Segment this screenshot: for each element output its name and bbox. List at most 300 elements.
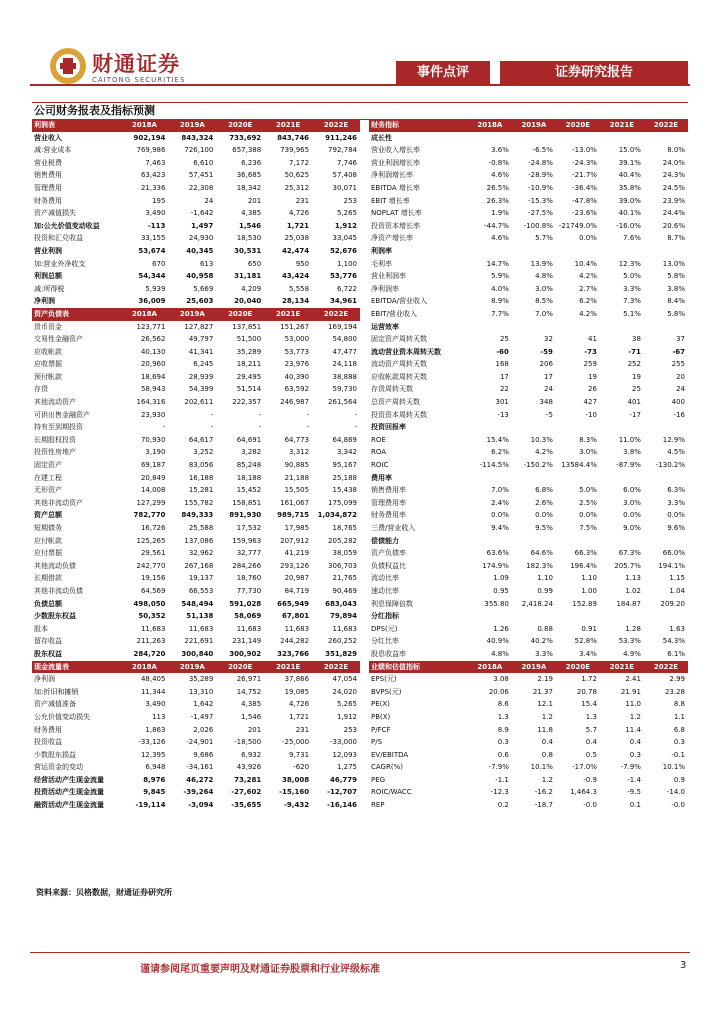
row-label: EBIT/营业收入 — [371, 309, 417, 318]
cell-value: 164,316 — [136, 398, 166, 407]
cell-value: 54,344 — [138, 272, 166, 281]
cell-value: -1.1 — [495, 775, 509, 784]
row-label: ROIC/WACC — [371, 788, 412, 797]
cell-value: 11,683 — [140, 624, 166, 633]
cell-value: 3,190 — [145, 448, 166, 457]
cell-value: 37,866 — [284, 675, 310, 684]
cell-value: 4.2% — [579, 272, 597, 281]
cell-value: 46,779 — [329, 775, 357, 784]
cell-value: 2.19 — [537, 675, 553, 684]
cell-value — [644, 535, 688, 548]
row-label: 净利润 — [34, 675, 55, 684]
cell-value: 1,464.3 — [570, 788, 597, 797]
table-row — [32, 535, 360, 548]
cell-value: -27,602 — [231, 788, 262, 797]
cell-value: 127,299 — [136, 498, 166, 507]
cell-value: -10.9% — [528, 183, 553, 192]
cell-value: 15,438 — [332, 486, 357, 495]
table-row — [32, 585, 360, 598]
cell-value: 3,282 — [241, 448, 262, 457]
cell-value: 52.8% — [574, 637, 597, 646]
cell-value: 3,252 — [193, 448, 214, 457]
cell-value: 0.6 — [497, 750, 509, 759]
cell-value — [556, 421, 600, 434]
row-label: 加:公允价值变动收益 — [34, 221, 100, 230]
table-row — [32, 673, 360, 686]
cell-value: 29,561 — [140, 549, 166, 558]
cell-value: 10.4% — [574, 259, 597, 268]
row-label: 速动比率 — [371, 586, 399, 595]
row-label: DPS(元) — [371, 624, 398, 633]
cell-value: -67 — [672, 347, 685, 356]
row-label: 股本 — [34, 624, 48, 633]
table-row — [369, 509, 688, 522]
cell-value: 15.4 — [581, 700, 597, 709]
footer-disclaimer[interactable]: 谨请参阅尾页重要声明及财通证券股票和行业评级标准 — [140, 964, 380, 975]
table-row — [32, 157, 360, 170]
cell-value: 40,390 — [284, 372, 310, 381]
cell-value: 231,149 — [232, 637, 262, 646]
cell-value: 5.0% — [579, 486, 597, 495]
table-row — [369, 711, 688, 724]
cell-value: -13.0% — [572, 146, 597, 155]
row-label: 融资活动产生现金流量 — [34, 801, 104, 810]
cell-value: 739,965 — [280, 146, 310, 155]
cell-value: 24 — [204, 196, 214, 205]
cell-value: -12,707 — [327, 788, 357, 797]
cell-value: 1,100 — [336, 259, 357, 268]
cell-value: 231 — [295, 196, 310, 205]
cell-value: 35,289 — [188, 675, 214, 684]
cell-value: 32 — [543, 335, 553, 344]
table-row — [32, 421, 360, 434]
cell-value: 1,275 — [336, 763, 357, 772]
cell-value: 21,765 — [332, 574, 357, 583]
cell-value: 155,782 — [184, 498, 214, 507]
cell-value: 7.6% — [623, 234, 641, 243]
cell-value: 0.8 — [541, 750, 553, 759]
cell-value: 14.7% — [486, 259, 509, 268]
cell-value: 1.28 — [625, 624, 641, 633]
cell-value: 769,986 — [136, 146, 166, 155]
cell-value: 38,888 — [332, 372, 357, 381]
cell-value: -21749.0% — [558, 221, 597, 230]
cell-value: 196.4% — [570, 561, 597, 570]
table-row — [369, 346, 688, 359]
table-row — [32, 321, 360, 334]
cell-value: 323,766 — [277, 649, 310, 658]
cell-value: 51,138 — [186, 612, 214, 621]
row-label: 股息收益率 — [371, 649, 406, 658]
cell-value: 252 — [627, 360, 641, 369]
cell-value: 182.3% — [526, 561, 553, 570]
cell-value — [644, 610, 688, 623]
row-label: 分红比率 — [371, 637, 399, 646]
cell-value: 169,194 — [328, 322, 357, 331]
cell-value: 4.8% — [535, 272, 553, 281]
cell-value: 4.8% — [491, 649, 509, 658]
table-row — [32, 245, 360, 258]
cell-value: 50,625 — [284, 171, 310, 180]
cell-value: 12,093 — [332, 750, 357, 759]
cell-value: 11,683 — [188, 624, 214, 633]
row-label: 销售费用率 — [371, 486, 406, 495]
cell-value: 211,263 — [136, 637, 166, 646]
cell-value: 17,985 — [284, 524, 310, 532]
cell-value: 8.4% — [667, 297, 685, 306]
table-row — [369, 258, 688, 271]
cell-value: 11.0% — [618, 435, 641, 444]
row-label: 营业利润 — [34, 246, 62, 255]
cell-value: 8.7% — [667, 234, 685, 243]
cell-value: -0.8% — [488, 158, 509, 167]
table-row — [32, 358, 360, 371]
cell-value: 0.95 — [493, 586, 509, 595]
cell-value: 2.7% — [579, 284, 597, 293]
cell-value: -15,160 — [279, 788, 310, 797]
table-row — [32, 774, 360, 787]
cell-value: 15,281 — [188, 486, 214, 495]
cell-value: 670 — [152, 259, 166, 268]
brand-name-en: CAITONG SECURITIES — [92, 76, 186, 84]
cell-value: 20.06 — [488, 687, 509, 696]
cell-value: 4,385 — [241, 700, 262, 709]
cell-value: 22 — [499, 385, 509, 394]
cell-value: 6.2% — [491, 448, 509, 457]
cell-value — [512, 535, 556, 548]
cell-value: 1.1 — [673, 712, 685, 721]
cell-value: 1,721 — [286, 221, 310, 230]
cell-value: 843,746 — [277, 133, 310, 142]
cell-value: 14,752 — [236, 687, 262, 696]
row-label: 净利润 — [34, 297, 55, 306]
cell-value: - — [354, 410, 357, 419]
cell-value: 202,611 — [184, 398, 214, 407]
cell-value: -39,264 — [183, 788, 214, 797]
cell-value: 125,265 — [136, 536, 166, 545]
cell-value: -9.5 — [627, 788, 641, 797]
cell-value: 1,546 — [239, 221, 262, 230]
cell-value: 5.9% — [491, 272, 509, 281]
table-row — [32, 598, 360, 611]
cell-value: 40.1% — [618, 209, 641, 218]
cell-value: 10.1% — [530, 763, 553, 772]
report-category-tag: 证券研究报告 — [500, 61, 688, 84]
cell-value: 989,715 — [277, 511, 310, 520]
row-label: NOPLAT 增长率 — [371, 209, 422, 218]
cell-value: -0.9 — [583, 775, 597, 784]
cell-value: 6.2% — [579, 297, 597, 306]
column-header: 2021E — [600, 119, 644, 132]
cell-value: 1.9% — [491, 209, 509, 218]
cell-value: 267,168 — [184, 561, 214, 570]
cell-value: -24.8% — [528, 158, 553, 167]
cell-value: 32,962 — [188, 549, 214, 558]
cell-value: 13.0% — [662, 259, 685, 268]
cell-value: 5.7% — [535, 234, 553, 243]
cell-value: 284,720 — [133, 649, 166, 658]
cell-value: 6,245 — [193, 360, 214, 369]
cell-value — [468, 535, 512, 548]
cell-value: 46,272 — [186, 775, 214, 784]
table-row — [369, 598, 688, 611]
table-row — [32, 258, 360, 271]
table-row — [32, 371, 360, 384]
cell-value — [556, 132, 600, 145]
row-label: 应收帐款周转天数 — [371, 372, 427, 381]
cell-value: 20.6% — [662, 221, 685, 230]
table-header-row — [32, 308, 360, 321]
cell-value: 0.5 — [585, 750, 597, 759]
cell-value: 5,265 — [336, 209, 357, 218]
cell-value: 911,246 — [325, 133, 357, 142]
cell-value: 24 — [676, 385, 685, 394]
cell-value: 1,546 — [241, 712, 262, 721]
column-header: 2021E — [264, 661, 312, 674]
cell-value: 3.8% — [623, 448, 641, 457]
cell-value: 35,289 — [236, 347, 262, 356]
cell-value: 28,939 — [188, 372, 214, 381]
table-row — [32, 472, 360, 485]
cell-value — [600, 610, 644, 623]
cell-value: 11,344 — [140, 687, 166, 696]
cell-value: 77,730 — [236, 586, 262, 595]
cell-value: 8.9 — [497, 725, 509, 734]
cell-value — [644, 132, 688, 145]
table-row — [369, 585, 688, 598]
table-row — [32, 799, 360, 812]
cell-value: 11.8 — [537, 725, 553, 734]
cell-value: 0.0% — [579, 234, 597, 243]
cell-value: 427 — [583, 398, 597, 407]
cell-value: 42,474 — [282, 246, 310, 255]
row-label: 营业利润增长率 — [371, 158, 420, 167]
cell-value: 84,719 — [284, 586, 310, 595]
cell-value — [600, 421, 644, 434]
cell-value: 7.7% — [491, 309, 509, 318]
cell-value: -24,901 — [186, 738, 214, 747]
cell-value: 300,902 — [229, 649, 262, 658]
cell-value: 158,851 — [232, 498, 262, 507]
table-row — [369, 434, 688, 447]
cell-value: 259 — [583, 360, 597, 369]
cell-value: 19 — [588, 372, 597, 381]
cell-value: 17 — [499, 372, 509, 381]
row-label: 其他流动负债 — [34, 561, 76, 570]
table-row — [369, 610, 688, 623]
column-header: 2020E — [216, 119, 264, 132]
cell-value: 49,797 — [188, 335, 214, 344]
table-row — [369, 736, 688, 749]
column-header: 2019A — [168, 119, 216, 132]
row-label: 费用率 — [371, 473, 392, 482]
cell-value: 152.89 — [572, 599, 597, 608]
table-row — [369, 270, 688, 283]
cell-value: 792,784 — [328, 146, 357, 155]
table-row — [32, 195, 360, 208]
cell-value: 32,777 — [236, 549, 262, 558]
row-label: ROIC — [371, 461, 389, 470]
cell-value: 16,726 — [140, 524, 166, 532]
column-header: 2018A — [121, 119, 169, 132]
cell-value: -1,642 — [190, 209, 214, 218]
cell-value: 3,342 — [336, 448, 357, 457]
cell-value: 184.87 — [616, 599, 641, 608]
row-label: 可供出售金融资产 — [34, 410, 90, 419]
cell-value: 15,452 — [236, 486, 262, 495]
cell-value: 21.91 — [620, 687, 641, 696]
cell-value: -7.9% — [620, 763, 641, 772]
cell-value: 53,773 — [284, 347, 310, 356]
left-column-tables — [32, 119, 360, 812]
cell-value: 11.4 — [625, 725, 641, 734]
row-label: 营业税费 — [34, 158, 62, 167]
cell-value — [600, 245, 644, 258]
cell-value: 1.09 — [493, 574, 509, 583]
data-source-note: 资料来源：贝格数据，财通证券研究所 — [36, 888, 172, 897]
row-label: 三费/营业收入 — [371, 524, 416, 532]
cell-value: -19,114 — [135, 801, 166, 810]
table-row — [369, 157, 688, 170]
row-label: 固定资产 — [34, 461, 62, 470]
cell-value: 4,726 — [289, 209, 310, 218]
cell-value — [556, 610, 600, 623]
column-header: 2021E — [600, 661, 644, 674]
cell-value — [468, 132, 512, 145]
cell-value: 37 — [676, 335, 685, 344]
row-label: 管理费用 — [34, 183, 62, 192]
table-left_tables-1 — [32, 308, 360, 661]
cell-value: 8.0% — [667, 146, 685, 155]
cell-value: 40,345 — [186, 246, 214, 255]
table-row — [369, 761, 688, 774]
cell-value: -620 — [293, 763, 310, 772]
cell-value: 7.3% — [623, 297, 641, 306]
table-row — [32, 560, 360, 573]
cell-value: 207,912 — [280, 536, 310, 545]
row-label: 利息保障倍数 — [371, 599, 413, 608]
cell-value: 726,100 — [184, 146, 214, 155]
row-label: 净利润增长率 — [371, 171, 413, 180]
cell-value: 67.3% — [618, 549, 641, 558]
cell-value: 3.0% — [535, 284, 553, 293]
table-row — [32, 648, 360, 661]
table-row — [369, 686, 688, 699]
cell-value: 5.1% — [623, 309, 641, 318]
cell-value: 2.6% — [535, 498, 553, 507]
table-row — [369, 774, 688, 787]
cell-value: - — [210, 423, 214, 432]
cell-value: 195 — [152, 196, 166, 205]
cell-value: 24 — [543, 385, 553, 394]
column-header: 2019A — [512, 119, 556, 132]
cell-value: 54,800 — [332, 335, 357, 344]
cell-value: 3.3% — [535, 649, 553, 658]
row-label: ROE — [371, 435, 386, 444]
row-label: PE(X) — [371, 700, 390, 709]
cell-value: 3.3% — [623, 284, 641, 293]
cell-value: 8.3% — [579, 435, 597, 444]
cell-value: 161,067 — [280, 498, 310, 507]
table-row — [32, 169, 360, 182]
cell-value: 1.15 — [669, 574, 685, 583]
column-header: 2021E — [264, 119, 312, 132]
table-row — [369, 371, 688, 384]
cell-value — [512, 132, 556, 145]
cell-value: 293,126 — [280, 561, 310, 570]
cell-value: 401 — [627, 398, 641, 407]
cell-value: 66.3% — [574, 549, 597, 558]
row-label: 投资和汇兑收益 — [34, 234, 83, 243]
cell-value: -18,500 — [234, 738, 262, 747]
row-label: 股东权益 — [34, 649, 62, 658]
row-label: 毛利率 — [371, 259, 392, 268]
cell-value: 90,469 — [332, 586, 357, 595]
cell-value: 41,341 — [188, 347, 214, 356]
column-header: 2019A — [168, 661, 216, 674]
cell-value: -28.9% — [528, 171, 553, 180]
cell-value: 24.4% — [662, 209, 685, 218]
cell-value: 205.7% — [614, 561, 641, 570]
cell-value: 5,669 — [193, 284, 214, 293]
cell-value: 35.8% — [618, 183, 641, 192]
row-label: 资产减值损失 — [34, 209, 76, 218]
cell-value: -17.0% — [572, 763, 597, 772]
cell-value: 26,562 — [140, 335, 166, 344]
cell-value: 25,312 — [284, 183, 310, 192]
cell-value: 73,281 — [234, 775, 262, 784]
row-label: 负债权益比 — [371, 561, 406, 570]
cell-value: 657,388 — [232, 146, 262, 155]
row-label: 应付帐款 — [34, 536, 62, 545]
row-label: 投资资本增长率 — [371, 221, 420, 230]
cell-value: 47,054 — [332, 675, 357, 684]
cell-value: 13584.4% — [561, 461, 597, 470]
cell-value: 284,266 — [232, 561, 262, 570]
cell-value: -5 — [545, 410, 553, 419]
cell-value: 4.2% — [535, 448, 553, 457]
table-row — [369, 635, 688, 648]
table-row — [369, 560, 688, 573]
cell-value — [556, 245, 600, 258]
cell-value: 22,308 — [188, 183, 214, 192]
cell-value: 25,188 — [332, 473, 357, 482]
cell-value: 3.08 — [493, 675, 509, 684]
table-header-row — [32, 119, 360, 132]
cell-value: 1,912 — [336, 712, 357, 721]
cell-value: 1.2 — [541, 712, 553, 721]
row-label: 营业收入增长率 — [371, 146, 420, 155]
cell-value: 201 — [247, 725, 262, 734]
cell-value: -21.7% — [572, 171, 597, 180]
cell-value: 15.4% — [486, 435, 509, 444]
cell-value: 0.4 — [629, 738, 641, 747]
cell-value: 1,497 — [191, 221, 214, 230]
column-header: 2022E — [312, 119, 360, 132]
cell-value: -14.0 — [666, 788, 685, 797]
cell-value: 0.0% — [491, 511, 509, 520]
table-row — [369, 648, 688, 661]
row-label: 财务费用率 — [371, 511, 406, 520]
table-left_tables-0 — [32, 119, 360, 308]
table-row — [369, 786, 688, 799]
cell-value: 209.20 — [660, 599, 685, 608]
cell-value: 0.3 — [673, 738, 685, 747]
cell-value: 39.0% — [618, 196, 641, 205]
cell-value: 18,760 — [236, 574, 262, 583]
cell-value: 20 — [676, 372, 685, 381]
row-label: 无形资产 — [34, 486, 62, 495]
